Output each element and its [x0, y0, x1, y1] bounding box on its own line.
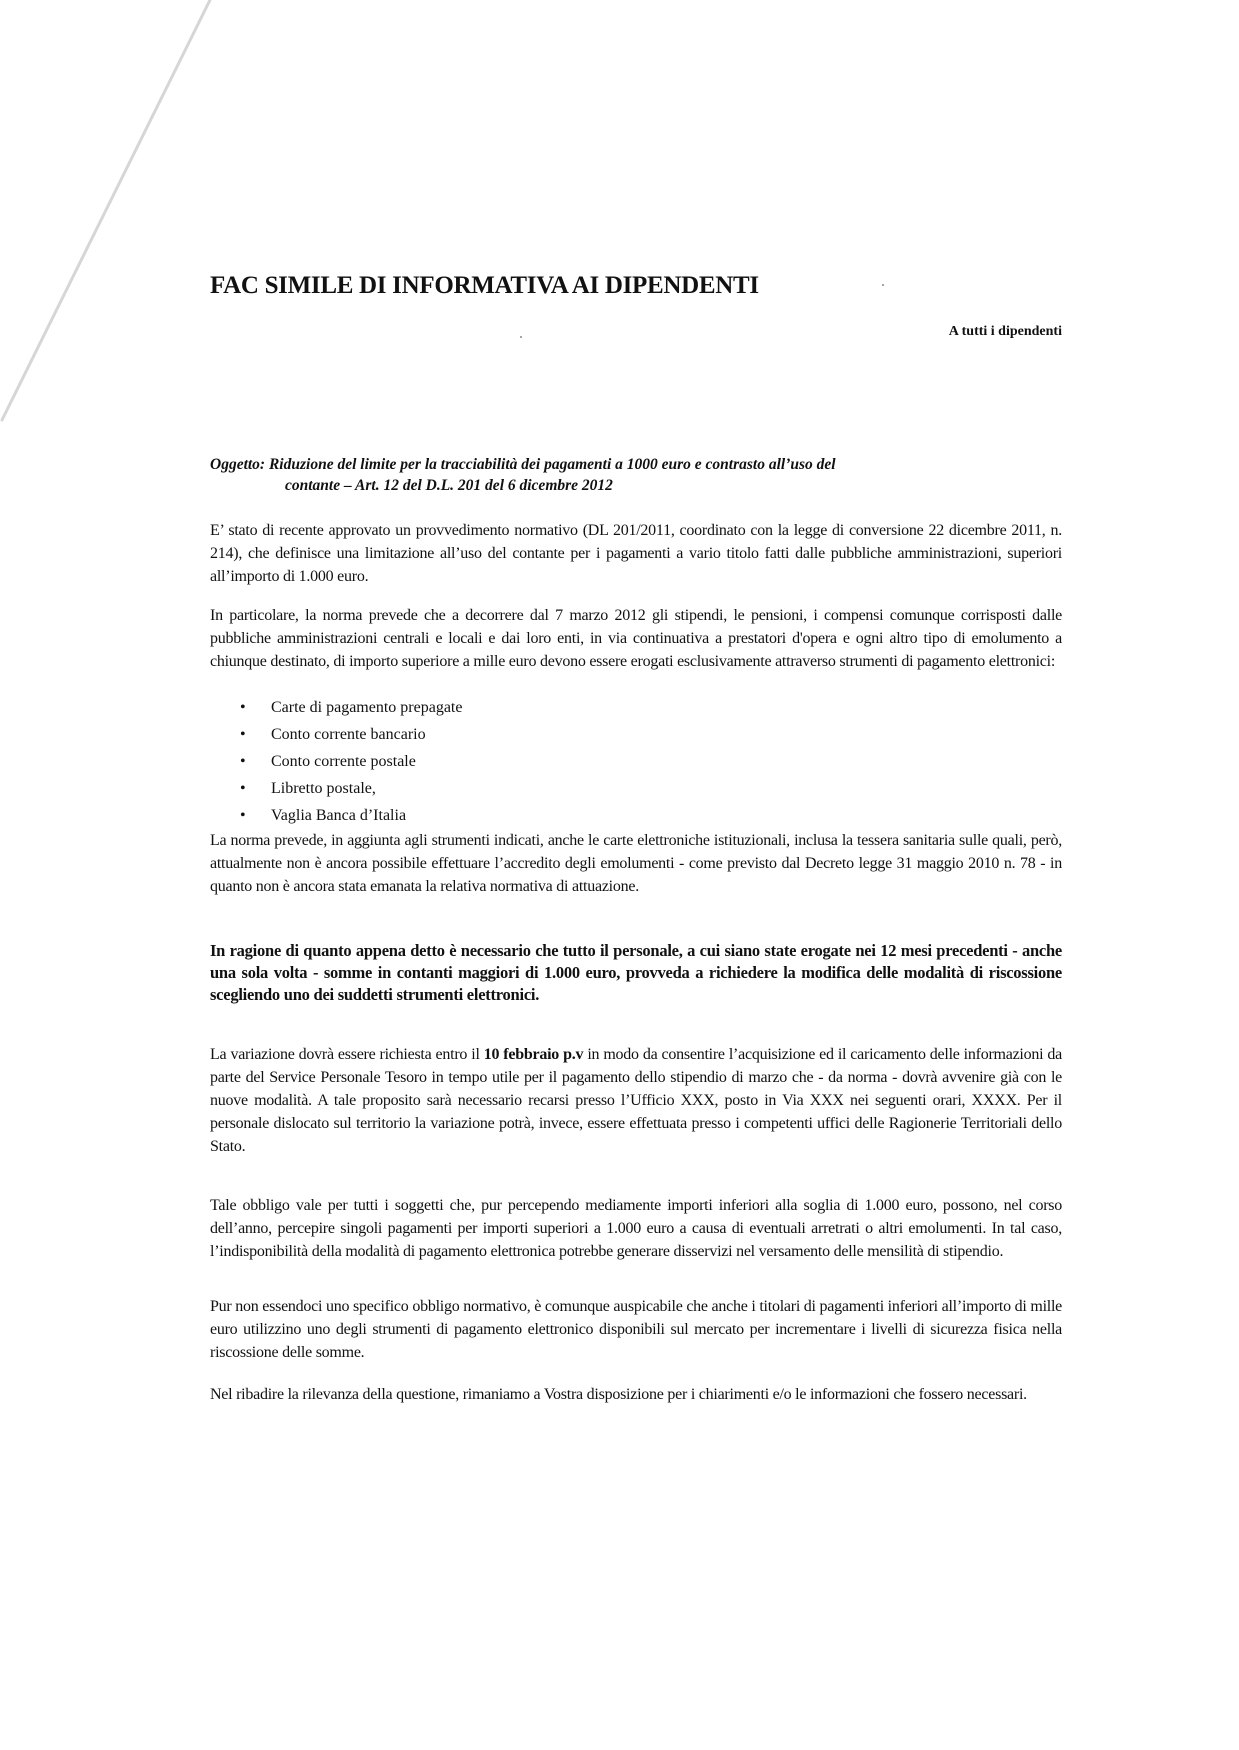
list-item-label: Conto corrente postale	[271, 753, 416, 770]
payment-instruments-list	[210, 694, 462, 829]
subject-line-1: Oggetto: Riduzione del limite per la tracciabilità dei pagamenti a 1000 euro e contrasto all’uso del	[210, 456, 836, 473]
bullet-icon: •	[240, 807, 246, 824]
scan-speck	[882, 284, 884, 286]
document-title: FAC SIMILE DI INFORMATIVA AI DIPENDENTI	[210, 272, 759, 299]
bullet-icon: •	[240, 780, 246, 797]
list-item-label: Libretto postale,	[271, 780, 376, 797]
deadline-date: 10 febbraio p.v	[483, 1046, 584, 1063]
bullet-icon: •	[240, 726, 246, 743]
list-item	[210, 802, 462, 829]
deadline-text-before: La variazione dovrà essere richiesta entro il	[210, 1046, 484, 1063]
paragraph-intro: E’ stato di recente approvato un provvedimento normativo (DL 201/2011, coordinato con la legge di conversione 22 dicembre 2011, n. 214), che definisce una limitazione all’uso del contante per i pagamenti a vario titolo fatti dalle pubbliche amministrazioni, superiori all’importo di 1.000 euro.	[210, 522, 1062, 585]
scan-speck	[520, 336, 522, 338]
scan-edge-line	[0, 0, 220, 440]
paragraph-deadline	[210, 1043, 1062, 1158]
list-item	[210, 748, 462, 775]
list-item	[210, 721, 462, 748]
paragraph-electronic-cards: La norma prevede, in aggiunta agli strumenti indicati, anche le carte elettroniche istituzionali, inclusa la tessera sanitaria sulle quali, però, attualmente non è ancora possibile effettuare l’accredito degli emolumenti - come previsto dal Decreto legge 31 maggio 2010 n. 78 - in quanto non è ancora stata emanata la relativa normativa di attuazione.	[210, 832, 1062, 895]
deadline-text-after: in modo da consentire l’acquisizione ed il caricamento delle informazioni da parte del Service Personale Tesoro in tempo utile per il pagamento dello stipendio di marzo che - da norma - dovrà avvenire già con le nuove modalità. A tale proposito sarà necessario recarsi presso l’Ufficio XXX, posto in Via XXX nei seguenti orari, XXXX. Per il personale dislocato sul territorio la variazione potrà, invece, essere effettuata presso i competenti uffici delle Ragionerie Territoriali dello Stato.	[210, 1046, 1062, 1155]
subject-block	[210, 454, 1062, 496]
paragraph-closing: Nel ribadire la rilevanza della questione, rimaniamo a Vostra disposizione per i chiarimenti e/o le informazioni che fossero necessari.	[210, 1386, 1027, 1403]
list-item-label: Carte di pagamento prepagate	[271, 699, 463, 716]
list-item-label: Conto corrente bancario	[271, 726, 426, 743]
list-item	[210, 694, 462, 721]
subject-line-2: contante – Art. 12 del D.L. 201 del 6 dicembre 2012	[285, 477, 613, 494]
paragraph-recommendation: Pur non essendoci uno specifico obbligo normativo, è comunque auspicabile che anche i titolari di pagamenti inferiori all’importo di mille euro utilizzino uno degli strumenti di pagamento elettronico disponibili sul mercato per incrementare i livelli di sicurezza fisica nella riscossione delle somme.	[210, 1298, 1062, 1361]
bullet-icon: •	[240, 753, 246, 770]
paragraph-norm: In particolare, la norma prevede che a decorrere dal 7 marzo 2012 gli stipendi, le pensioni, i compensi comunque corrisposti dalle pubbliche amministrazioni centrali e locali e dai loro enti, in via continuativa a prestatori d'opera e ogni altro tipo di emolumento a chiunque destinato, di importo superiore a mille euro devono essere erogati esclusivamente attraverso strumenti di pagamento elettronici:	[210, 607, 1062, 670]
recipient-line: A tutti i dipendenti	[948, 324, 1062, 339]
list-item-label: Vaglia Banca d’Italia	[271, 807, 407, 824]
paragraph-requirement: In ragione di quanto appena detto è necessario che tutto il personale, a cui siano state erogate nei 12 mesi precedenti - anche una sola volta - somme in contanti maggiori di 1.000 euro, provveda a richiedere la modifica delle modalità di riscossione scegliendo uno dei suddetti strumenti elettronici.	[210, 941, 1062, 1004]
paragraph-obligation: Tale obbligo vale per tutti i soggetti che, pur percependo mediamente importi inferiori alla soglia di 1.000 euro, possono, nel corso dell’anno, percepire singoli pagamenti per importi superiori a 1.000 euro a causa di eventuali arretrati o altri emolumenti. In tal caso, l’indisponibilità della modalità di pagamento elettronica potrebbe generare disservizi nel versamento delle mensilità di stipendio.	[210, 1197, 1062, 1260]
list-item	[210, 775, 462, 802]
bullet-icon: •	[240, 699, 246, 716]
